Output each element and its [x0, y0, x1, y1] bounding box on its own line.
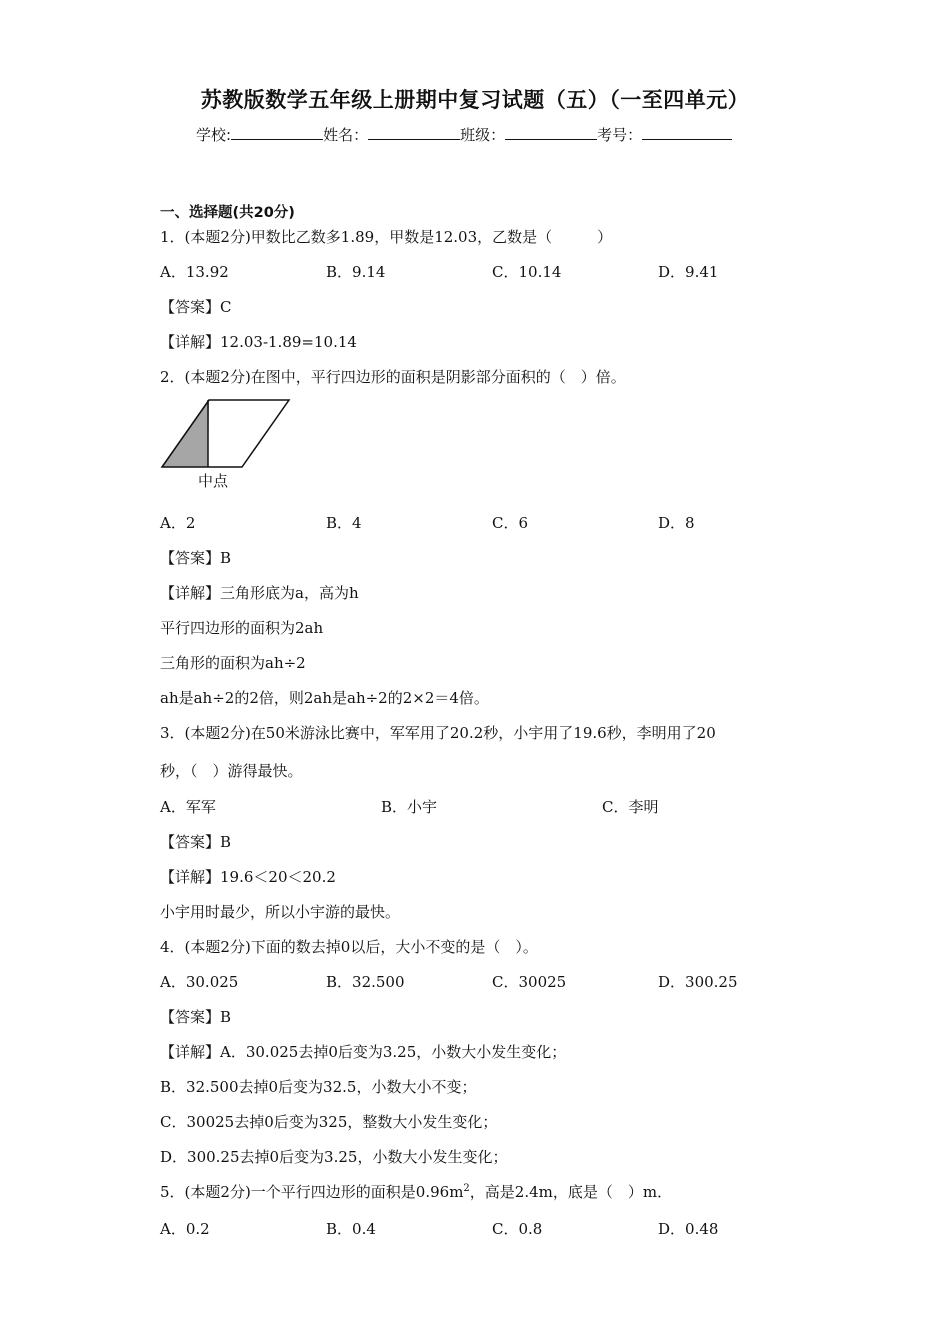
- q3-detail-2: 小宇用时最少，所以小宇游的最快。: [160, 903, 401, 921]
- q2-detail-2: 平行四边形的面积为2ah: [160, 619, 324, 637]
- q4-option-a: A．30.025: [160, 973, 239, 991]
- q2-option-d: D．8: [658, 514, 695, 532]
- q5-stem-text-end: ，高是2.4m，底是（ ）m．: [469, 1183, 673, 1201]
- q5-option-c: C．0.8: [492, 1220, 543, 1238]
- q2-detail-3: 三角形的面积为ah÷2: [160, 654, 306, 672]
- q5-option-a: A．0.2: [160, 1220, 210, 1238]
- section-heading: 一、选择题(共20分): [160, 205, 295, 221]
- q4-detail-1: 【详解】A．30.025去掉0后变为3.25，小数大小发生变化；: [160, 1043, 567, 1061]
- q4-detail-3: C．30025去掉0后变为325，整数大小发生变化；: [160, 1113, 498, 1131]
- q3-option-c: C．李明: [602, 798, 659, 816]
- q5-stem-text: 5．(本题2分)一个平行四边形的面积是0.96m: [160, 1183, 464, 1201]
- q1-option-c: C．10.14: [492, 263, 562, 281]
- q1-detail: 【详解】12.03-1.89=10.14: [160, 333, 357, 351]
- q4-answer: 【答案】B: [160, 1008, 232, 1026]
- q5-stem-superscript: 2: [463, 1183, 470, 1194]
- q4-detail-2: B．32.500去掉0后变为32.5，小数大小不变；: [160, 1078, 477, 1096]
- q3-answer: 【答案】B: [160, 833, 232, 851]
- q1-stem: 1．(本题2分)甲数比乙数多1.89，甲数是12.03，乙数是（ ）: [160, 228, 613, 246]
- page-title: 苏教版数学五年级上册期中复习试题（五）（一至四单元）: [200, 88, 750, 112]
- q2-option-a: A．2: [160, 514, 196, 532]
- q3-detail-1: 【详解】19.6＜20＜20.2: [160, 868, 336, 886]
- q3-stem-line-1: 3．(本题2分)在50米游泳比赛中，军军用了20.2秒，小宇用了19.6秒，李明用了20: [160, 724, 716, 742]
- q2-detail-4: ah是ah÷2的2倍，则2ah是ah÷2的2×2＝4倍。: [160, 689, 489, 707]
- figure-midpoint-label: 中点: [198, 472, 229, 490]
- q4-detail-4: D．300.25去掉0后变为3.25，小数大小发生变化；: [160, 1148, 508, 1166]
- q1-option-a: A．13.92: [160, 263, 229, 281]
- q4-option-b: B．32.500: [326, 973, 405, 991]
- q3-option-b: B．小宇: [381, 798, 438, 816]
- parallelogram-figure: [160, 396, 294, 470]
- name-blank: [368, 124, 460, 140]
- q5-option-d: D．0.48: [658, 1220, 719, 1238]
- student-info-line: [196, 124, 732, 145]
- q2-option-c: C．6: [492, 514, 529, 532]
- exam-no-blank: [642, 124, 732, 140]
- q1-option-b: B．9.14: [326, 263, 386, 281]
- q4-stem: 4．(本题2分)下面的数去掉0以后，大小不变的是（ ）。: [160, 938, 538, 956]
- exam-no-label: 考号：: [597, 126, 643, 144]
- q3-option-a: A．军军: [160, 798, 216, 816]
- q1-option-d: D．9.41: [658, 263, 719, 281]
- q2-stem: 2．(本题2分)在图中，平行四边形的面积是阴影部分面积的（ ）倍。: [160, 368, 626, 386]
- name-label: 姓名：: [323, 126, 369, 144]
- q2-detail-1: 【详解】三角形底为a，高为h: [160, 584, 359, 602]
- q1-answer: 【答案】C: [160, 298, 232, 316]
- q2-answer: 【答案】B: [160, 549, 232, 567]
- q3-stem-line-2: 秒，（ ）游得最快。: [160, 762, 303, 780]
- q4-option-c: C．30025: [492, 973, 567, 991]
- q5-stem: [160, 1181, 672, 1202]
- school-label: 学校:: [196, 126, 232, 144]
- q4-option-d: D．300.25: [658, 973, 738, 991]
- class-blank: [505, 124, 597, 140]
- q5-option-b: B．0.4: [326, 1220, 376, 1238]
- class-label: 班级：: [460, 126, 506, 144]
- school-blank: [231, 124, 323, 140]
- q2-option-b: B．4: [326, 514, 362, 532]
